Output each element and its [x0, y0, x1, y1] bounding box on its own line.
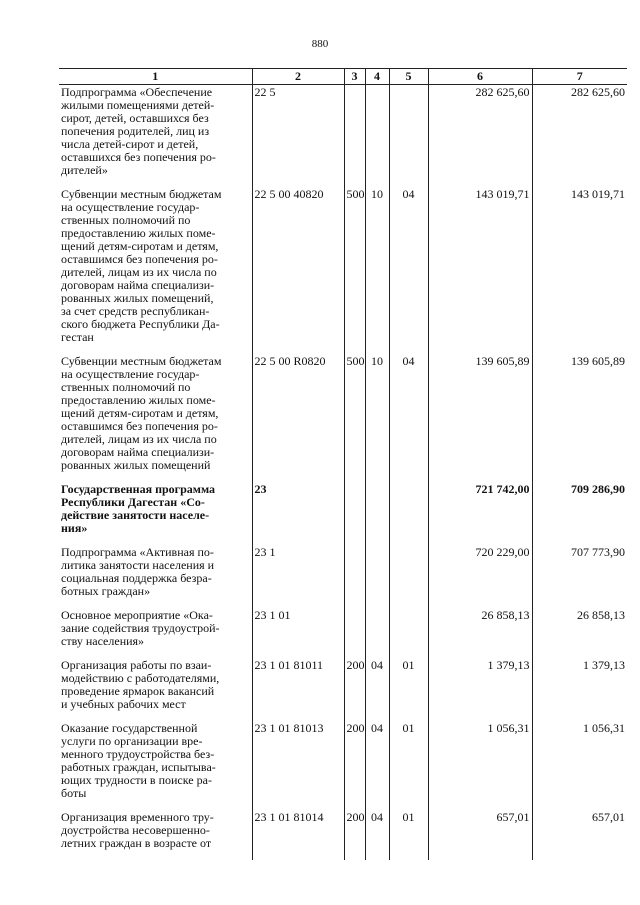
row-col5-cell: 04 [389, 354, 428, 482]
row-name-line: ского бюджета Республики Да- [61, 317, 220, 331]
row-col3-cell [344, 85, 365, 188]
row-name-line: Подпрограмма «Обеспечение [61, 85, 213, 99]
row-name-line: договорам найма специализи- [61, 445, 215, 459]
row-name-line: дителей, лицам из их числа по [61, 265, 217, 279]
table-row [59, 810, 627, 860]
row-col5-cell: 01 [389, 658, 428, 721]
row-col3-cell [344, 545, 365, 608]
row-code-cell: 22 5 00 R0820 [252, 354, 344, 482]
row-name-line: и учебных рабочих мест [61, 697, 186, 711]
row-code-cell: 23 1 01 [252, 608, 344, 658]
row-name-line: на осуществление государ- [61, 367, 200, 381]
row-col5-cell [389, 545, 428, 608]
row-col5-cell [389, 482, 428, 545]
row-name-line: за счет средств республикан- [61, 304, 210, 318]
table-body [59, 85, 627, 861]
row-amount-col6-cell: 143 019,71 [428, 187, 532, 354]
row-name-line: доустройства несовершенно- [61, 823, 210, 837]
row-name-line: действие занятости населе- [61, 508, 210, 522]
row-name-cell [59, 810, 252, 860]
row-col3-cell [344, 482, 365, 545]
row-amount-col7-cell: 282 625,60 [532, 85, 627, 188]
row-name-line: ющих трудности в поиске ра- [61, 773, 212, 787]
row-name-line: модействию с работодателями, [61, 671, 220, 685]
table-row [59, 482, 627, 545]
row-amount-col6-cell: 720 229,00 [428, 545, 532, 608]
row-name-cell [59, 545, 252, 608]
row-code-cell: 23 1 [252, 545, 344, 608]
row-code-cell: 23 [252, 482, 344, 545]
row-name-line: Оказание государственной [61, 721, 198, 735]
row-name-line: летних граждан в возрасте от [61, 836, 212, 850]
row-col4-cell [365, 545, 389, 608]
row-name-line: ству населения» [61, 634, 145, 648]
row-name-cell [59, 482, 252, 545]
table-row [59, 721, 627, 810]
row-amount-col7-cell: 26 858,13 [532, 608, 627, 658]
row-col3-cell: 500 [344, 354, 365, 482]
row-code-cell: 22 5 00 40820 [252, 187, 344, 354]
table-row [59, 545, 627, 608]
row-name-line: оставшихся без попечения ро- [61, 150, 216, 164]
row-name-line: предоставлению жилых поме- [61, 226, 216, 240]
row-name-line: оставшимся без попечения ро- [61, 252, 218, 266]
row-col5-cell: 04 [389, 187, 428, 354]
row-code-cell: 22 5 [252, 85, 344, 188]
row-code-cell: 23 1 01 81014 [252, 810, 344, 860]
row-amount-col6-cell: 721 742,00 [428, 482, 532, 545]
row-name-line: социальная поддержка безра- [61, 571, 212, 585]
row-name-line: на осуществление государ- [61, 200, 200, 214]
row-amount-col7-cell: 709 286,90 [532, 482, 627, 545]
row-name-line: щений детям-сиротам и детям, [61, 239, 219, 253]
row-name-line: литика занятости населения и [61, 558, 215, 572]
row-amount-col7-cell: 707 773,90 [532, 545, 627, 608]
row-col5-cell [389, 85, 428, 188]
row-name-line: рованных жилых помещений, [61, 291, 214, 305]
row-name-line: Республики Дагестан «Со- [61, 495, 205, 509]
row-name-line: менного трудоустройства без- [61, 747, 215, 761]
row-name-line: ботных граждан» [61, 584, 151, 598]
row-code-cell: 23 1 01 81011 [252, 658, 344, 721]
row-name-line: Субвенции местным бюджетам [61, 354, 222, 368]
row-name-line: Организация работы по взаи- [61, 658, 212, 672]
table-row [59, 85, 627, 188]
row-amount-col7-cell: 657,01 [532, 810, 627, 860]
row-name-line: ственных полномочий по [61, 213, 191, 227]
row-name-line: Подпрограмма «Активная по- [61, 545, 214, 559]
row-name-line: числа детей-сирот и детей, [61, 137, 199, 151]
row-col4-cell [365, 85, 389, 188]
row-name-line: щений детям-сиротам и детям, [61, 406, 219, 420]
row-name-line: оставшимся без попечения ро- [61, 419, 218, 433]
row-name-cell [59, 354, 252, 482]
table-row [59, 658, 627, 721]
row-name-line: Организация временного тру- [61, 810, 214, 824]
row-name-cell [59, 85, 252, 188]
row-name-line: договорам найма специализи- [61, 278, 215, 292]
row-name-line: ственных полномочий по [61, 380, 191, 394]
row-name-line: ния» [61, 521, 88, 535]
row-amount-col6-cell: 1 379,13 [428, 658, 532, 721]
row-amount-col6-cell: 139 605,89 [428, 354, 532, 482]
row-name-line: Основное мероприятие «Ока- [61, 608, 213, 622]
row-col4-cell [365, 608, 389, 658]
row-amount-col6-cell: 282 625,60 [428, 85, 532, 188]
row-name-line: зание содействия трудоустрой- [61, 621, 220, 635]
row-col3-cell: 200 [344, 658, 365, 721]
row-name-cell [59, 721, 252, 810]
row-name-line: гестан [61, 330, 94, 344]
column-header: 4 [365, 69, 389, 85]
row-name-line: жилыми помещениями детей- [61, 98, 215, 112]
row-col3-cell [344, 608, 365, 658]
column-header: 6 [428, 69, 532, 85]
row-name-line: рованных жилых помещений [61, 458, 211, 472]
table-row [59, 187, 627, 354]
row-name-line: работных граждан, испытыва- [61, 760, 216, 774]
row-name-line: сирот, детей, оставшихся без [61, 111, 209, 125]
row-amount-col6-cell: 1 056,31 [428, 721, 532, 810]
row-amount-col6-cell: 657,01 [428, 810, 532, 860]
row-name-line: Субвенции местным бюджетам [61, 187, 222, 201]
row-name-cell [59, 608, 252, 658]
row-col3-cell: 200 [344, 721, 365, 810]
row-name-cell [59, 658, 252, 721]
row-name-line: услуги по организации вре- [61, 734, 203, 748]
row-col4-cell: 10 [365, 354, 389, 482]
row-amount-col7-cell: 1 379,13 [532, 658, 627, 721]
table-row [59, 354, 627, 482]
row-name-line: дителей, лицам из их числа по [61, 432, 217, 446]
row-col5-cell: 01 [389, 810, 428, 860]
row-col4-cell: 10 [365, 187, 389, 354]
row-amount-col7-cell: 139 605,89 [532, 354, 627, 482]
page-number: 880 [311, 38, 329, 50]
row-amount-col6-cell: 26 858,13 [428, 608, 532, 658]
row-name-line: предоставлению жилых поме- [61, 393, 216, 407]
column-header: 7 [532, 69, 627, 85]
column-header: 1 [59, 69, 252, 85]
row-name-line: Государственная программа [61, 482, 216, 496]
row-col4-cell [365, 482, 389, 545]
row-col4-cell: 04 [365, 721, 389, 810]
row-code-cell: 23 1 01 81013 [252, 721, 344, 810]
row-col3-cell: 200 [344, 810, 365, 860]
row-col3-cell: 500 [344, 187, 365, 354]
row-col5-cell [389, 608, 428, 658]
row-name-line: дителей» [61, 163, 108, 177]
column-header: 2 [252, 69, 344, 85]
row-name-cell [59, 187, 252, 354]
column-header: 5 [389, 69, 428, 85]
row-col4-cell: 04 [365, 810, 389, 860]
row-col4-cell: 04 [365, 658, 389, 721]
row-col5-cell: 01 [389, 721, 428, 810]
table-row [59, 608, 627, 658]
budget-table [59, 68, 627, 860]
row-name-line: попечения родителей, лиц из [61, 124, 210, 138]
row-amount-col7-cell: 143 019,71 [532, 187, 627, 354]
row-amount-col7-cell: 1 056,31 [532, 721, 627, 810]
row-name-line: боты [61, 786, 87, 800]
column-header: 3 [344, 69, 365, 85]
table-header-row [59, 69, 627, 85]
row-name-line: проведение ярмарок вакансий [61, 684, 215, 698]
